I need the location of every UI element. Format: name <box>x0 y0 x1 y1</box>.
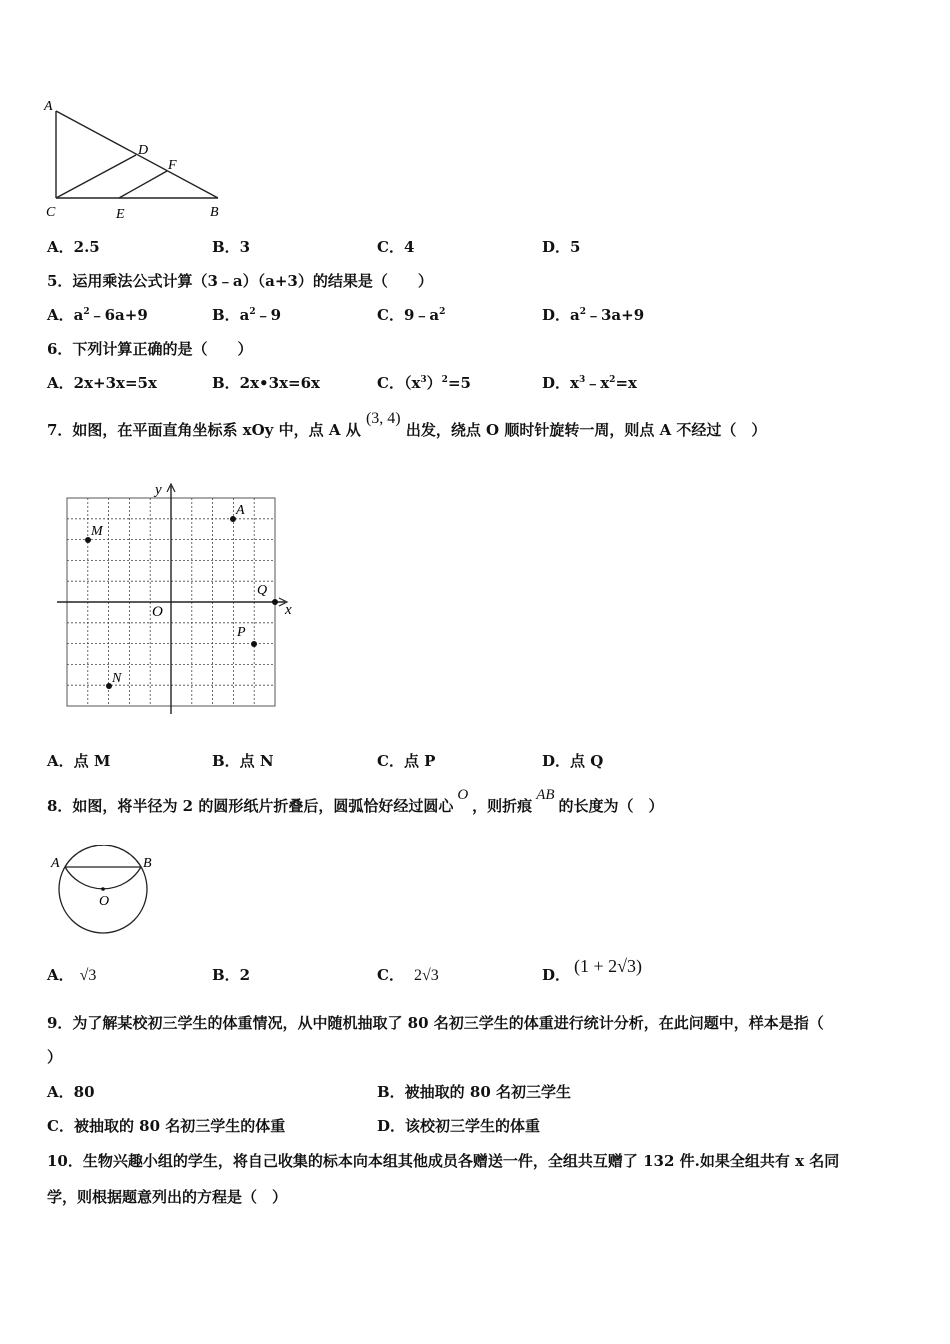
q10-text-line1: 10．生物兴趣小组的学生，将自己收集的标本向本组其他成员各赠送一件，全组共互赠了 132 件.如果全组共有 x 名同 <box>47 1152 840 1170</box>
circle-fold-figure <box>45 845 165 965</box>
q6-option-d: D．$x^3﹣x^2=x$ <box>542 374 637 392</box>
coordinate-grid-figure <box>55 480 300 720</box>
point-P-label: P <box>237 625 246 640</box>
q7-coord: (3, 4) <box>365 410 401 427</box>
q6-text: 6．下列计算正确的是（ ） <box>47 340 253 358</box>
axis-x-label: x <box>285 602 292 618</box>
point-P <box>251 641 257 647</box>
q6-option-c: C．$(x^3)^2=5$ <box>377 374 471 392</box>
q6-option-b: B．2x•3x=6x <box>212 374 320 392</box>
q8-O-symbol: O <box>457 787 469 803</box>
fig-label-O: O <box>99 894 110 909</box>
axis-y-label: y <box>155 482 162 498</box>
q9-text-line1: 9．为了解某校初三学生的体重情况，从中随机抽取了 80 名初三学生的体重进行统计分析，在此问题中，样本是指（ <box>47 1014 824 1032</box>
triangle-figure <box>40 95 230 225</box>
q7-option-b: B．点 N <box>212 752 274 770</box>
q8-text: 8．如图，将半径为 2 的圆形纸片折叠后，圆弧恰好经过圆心O，则折痕AB的长度为（ ） <box>47 787 664 815</box>
q6-option-a: A．2x+3x=5x <box>47 374 157 392</box>
label-A: A <box>44 99 53 114</box>
q4-option-c: C．4 <box>377 238 415 256</box>
fig-label-B: B <box>143 856 152 871</box>
q4-option-b: B．3 <box>212 238 251 256</box>
q9-option-a: A．80 <box>47 1083 95 1101</box>
q4-option-a: A．2.5 <box>47 238 100 256</box>
point-N-label: N <box>112 671 122 686</box>
q8-option-c: C． 2√3 <box>377 966 439 984</box>
origin-label: O <box>152 604 163 620</box>
q7-option-d: D．点 Q <box>542 752 604 770</box>
point-Q-label: Q <box>257 583 268 598</box>
label-F: F <box>168 158 177 173</box>
q5-option-b: B．$a^2﹣9$ <box>212 306 282 324</box>
q8-AB-symbol: AB <box>536 787 555 803</box>
q5-option-c: C．$9﹣a^2$ <box>377 306 446 324</box>
q9-option-c: C．被抽取的 80 名初三学生的体重 <box>47 1117 286 1135</box>
q9-option-d: D．该校初三学生的体重 <box>377 1117 541 1135</box>
q5-option-a: A．$a^2﹣6a+9$ <box>47 306 148 324</box>
q9-text-line2: ） <box>47 1048 63 1066</box>
point-M-label: M <box>91 524 103 539</box>
q8-option-a: A． √3 <box>47 966 97 984</box>
q7-text: 7．如图，在平面直角坐标系 xOy 中，点 A 从 (3, 4) 出发，绕点 O 顺时针旋转一周，则点 A 不经过（ ） <box>47 410 767 439</box>
q8-option-d: D． (1 + 2√3) <box>542 956 643 984</box>
q5-option-d: D．$a^2﹣3a+9$ <box>542 306 645 324</box>
q7-option-c: C．点 P <box>377 752 436 770</box>
q10-text-line2: 学，则根据题意列出的方程是（ ） <box>47 1188 288 1206</box>
label-B: B <box>210 205 219 220</box>
label-E: E <box>116 207 125 222</box>
q5-text: 5．运用乘法公式计算（3﹣a）（a+3）的结果是（ ） <box>47 272 433 290</box>
q7-option-a: A．点 M <box>47 752 111 770</box>
point-A-label: A <box>236 503 245 518</box>
fig-label-A: A <box>51 856 60 871</box>
q4-option-d: D．5 <box>542 238 581 256</box>
q9-option-b: B．被抽取的 80 名初三学生 <box>377 1083 571 1101</box>
label-C: C <box>46 205 56 220</box>
q8-option-b: B．2 <box>212 966 251 984</box>
label-D: D <box>138 143 149 158</box>
point-Q <box>272 599 278 605</box>
